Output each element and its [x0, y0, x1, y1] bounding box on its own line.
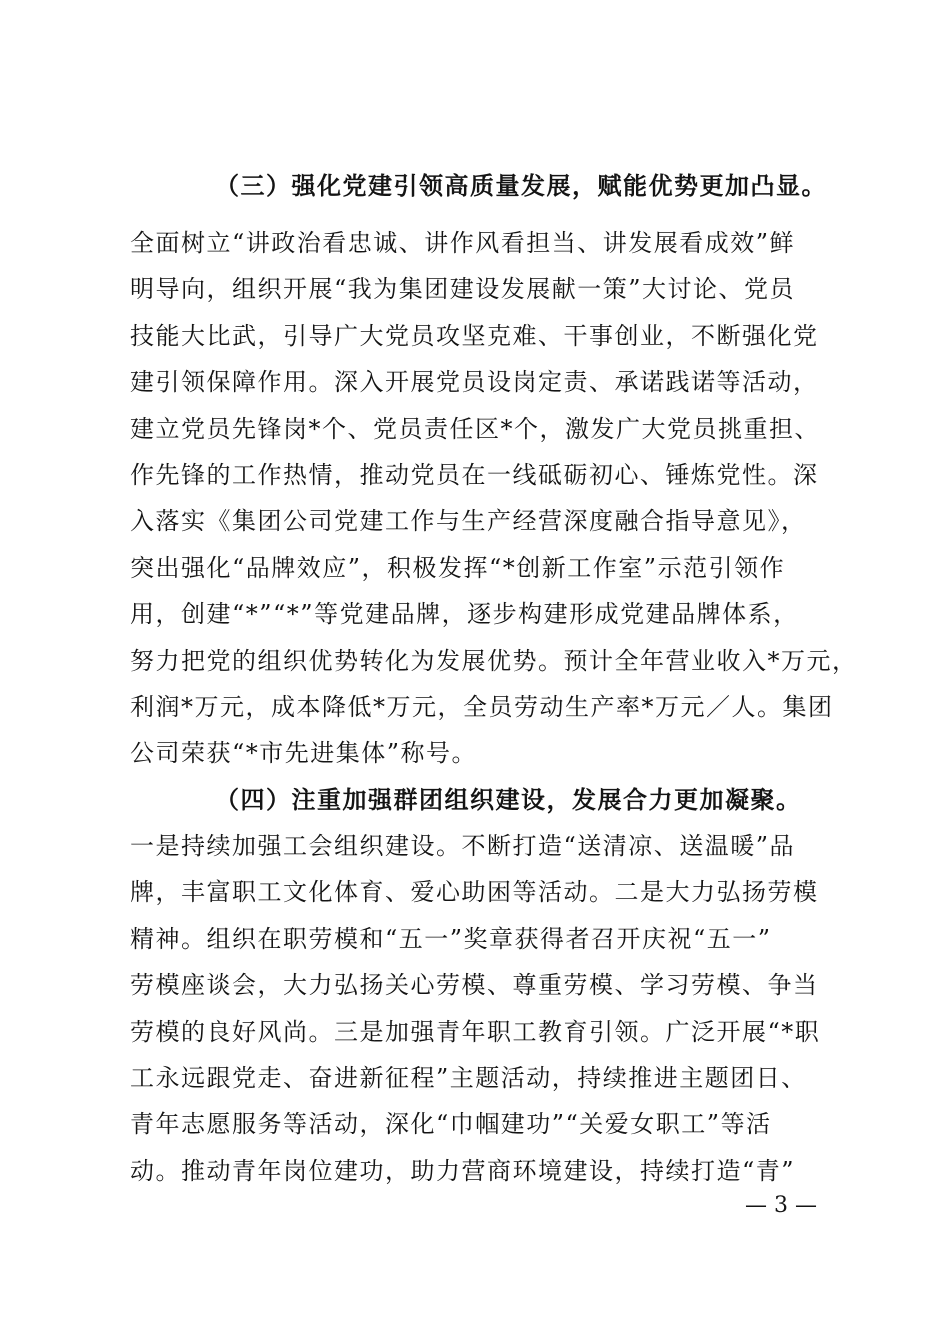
body-line: 作先锋的工作热情，推动党员在一线砥砺初心、锤炼党性。深 [130, 460, 819, 489]
body-line: 精神。组织在职劳模和“五一”奖章获得者召开庆祝“五一” [130, 924, 772, 953]
body-line: 入落实《集团公司党建工作与生产经营深度融合指导意见》， [130, 507, 807, 536]
body-line: 青年志愿服务等活动，深化“巾帼建功”“关爱女职工”等活 [130, 1110, 772, 1139]
body-line: 劳模座谈会，大力弘扬关心劳模、尊重劳模、学习劳模、争当 [130, 971, 819, 1000]
page-number: — 3 — [745, 1193, 817, 1218]
body-line: 建立党员先锋岗*个、党员责任区*个，激发广大党员挑重担、 [130, 414, 820, 443]
section-heading-3: （三）强化党建引领高质量发展，赋能优势更加凸显。 [215, 171, 827, 200]
body-line: 全面树立“讲政治看忠诚、讲作风看担当、讲发展看成效”鲜 [130, 229, 796, 257]
body-line: 牌，丰富职工文化体育、爱心助困等活动。二是大力弘扬劳模 [130, 878, 819, 907]
body-line: 建引领保障作用。深入开展党员设岗定责、承诺践诺等活动， [130, 368, 819, 397]
body-line: 明导向，组织开展“我为集团建设发展献一策”大讨论、党员 [130, 275, 796, 304]
body-line: 用，创建“*”“*”等党建品牌，逐步构建形成党建品牌体系， [130, 600, 799, 629]
document-body [130, 220, 890, 1194]
body-line: 工永远跟党走、奋进新征程”主题活动，持续推进主题团日、 [130, 1064, 807, 1093]
body-line: 利润*万元，成本降低*万元，全员劳动生产率*万元／人。集团 [130, 692, 834, 721]
body-line: 技能大比武，引导广大党员攻坚克难、干事创业，不断强化党 [130, 321, 819, 350]
body-line: 劳模的良好风尚。三是加强青年职工教育引领。广泛开展“*职 [130, 1017, 821, 1046]
body-line: 动。推动青年岗位建功，助力营商环境建设，持续打造“青” [130, 1156, 796, 1185]
body-line: 公司荣获“*市先进集体”称号。 [130, 739, 478, 768]
body-line: 突出强化“品牌效应”，积极发挥“*创新工作室”示范引领作 [130, 553, 786, 582]
section-heading-4: （四）注重加强群团组织建设，发展合力更加凝聚。 [215, 784, 802, 814]
body-line: 一是持续加强工会组织建设。不断打造“送清凉、送温暖”品 [130, 832, 796, 861]
body-line: 努力把党的组织优势转化为发展优势。预计全年营业收入*万元， [130, 646, 858, 675]
